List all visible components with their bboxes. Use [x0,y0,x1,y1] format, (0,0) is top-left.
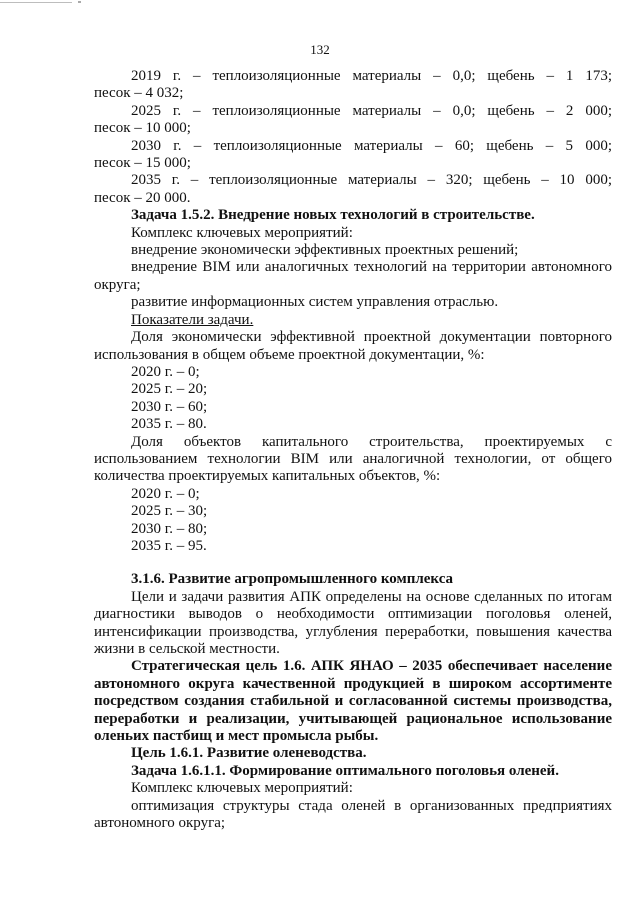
text-line: 2035 г. – 80. [131,416,207,433]
document-body [94,68,612,832]
text-line: Доля объектов капитального строительства, проектируемых с [131,433,612,450]
text-line: песок – 10 000; [94,120,191,137]
text-line: 2020 г. – 0; [131,363,200,380]
scan-edge-dot [78,1,81,3]
text-line: песок – 15 000; [94,155,191,172]
text-line: оленьих пастбищ и мест промысла рыбы. [94,728,379,745]
text-line: оптимизация структуры стада оленей в организованных предприятиях [131,797,612,814]
text-line: жизни в сельской местности. [94,641,280,657]
page-number: 132 [310,42,330,57]
scan-edge-mark [0,2,72,3]
text-line: интенсификации производства, углубления переработки, повышения качества [94,623,612,640]
text-line: внедрение BIM или аналогичных технологий на территории автономного [131,259,612,276]
text-line: Комплекс ключевых мероприятий: [131,780,353,797]
text-line: 2025 г. – теплоизоляционные материалы – 0,0; щебень – 2 000; [131,102,612,119]
text-line: 2035 г. – теплоизоляционные материалы – 320; щебень – 10 000; [131,172,612,189]
text-line: количества проектируемых капитальных объектов, %: [94,468,441,485]
text-line: Показатели задачи. [131,311,254,328]
text-line: Задача 1.6.1.1. Формирование оптимального поголовья оленей. [131,762,559,779]
paragraph-spacer [94,555,612,571]
text-line: использованием технологии BIM или аналогичной технологии, от общего [94,450,612,467]
text-line: песок – 4 032; [94,85,184,102]
text-line: 2020 г. – 0; [131,485,200,502]
text-line: округа; [94,276,141,293]
text-line: развитие информационных систем управления отраслью. [131,294,499,311]
text-line: 2030 г. – теплоизоляционные материалы – 60; щебень – 5 000; [131,137,612,154]
text-line: Цели и задачи развития АПК определены на основе сделанных по итогам [131,588,612,605]
text-line: Доля экономически эффективной проектной документации повторного [131,329,612,346]
text-line: 2030 г. – 60; [131,398,208,415]
text-line: автономного округа; [94,815,226,832]
text-line: Задача 1.5.2. Внедрение новых технологий в строительстве. [131,207,535,224]
text-line: 2030 г. – 80; [131,520,208,537]
text-line: автономного округа качественной продукцией в широком ассортименте [94,675,612,692]
text-line: Цель 1.6.1. Развитие оленеводства. [131,745,367,762]
text-line: Комплекс ключевых мероприятий: [131,224,353,241]
text-line: 2019 г. – теплоизоляционные материалы – 0,0; щебень – 1 173; [131,68,612,84]
text-line: 2035 г. – 95. [131,537,207,554]
text-line: посредством создания стабильной и согласованной системы производства, [94,693,612,710]
text-line: 3.1.6. Развитие агропромышленного комплекса [131,571,454,588]
text-line: 2025 г. – 20; [131,381,208,398]
text-line: внедрение экономически эффективных проектных решений; [131,242,519,259]
text-line: песок – 20 000. [94,189,191,206]
text-line: Стратегическая цель 1.6. АПК ЯНАО – 2035 обеспечивает население [131,658,612,675]
text-line: переработки и реализации, учитывающей рациональное использование [94,710,612,727]
text-line: диагностики выводов о необходимости оптимизации поголовья оленей, [94,606,612,623]
text-line: 2025 г. – 30; [131,503,208,520]
text-line: использования в общем объеме проектной документации, %: [94,346,485,363]
